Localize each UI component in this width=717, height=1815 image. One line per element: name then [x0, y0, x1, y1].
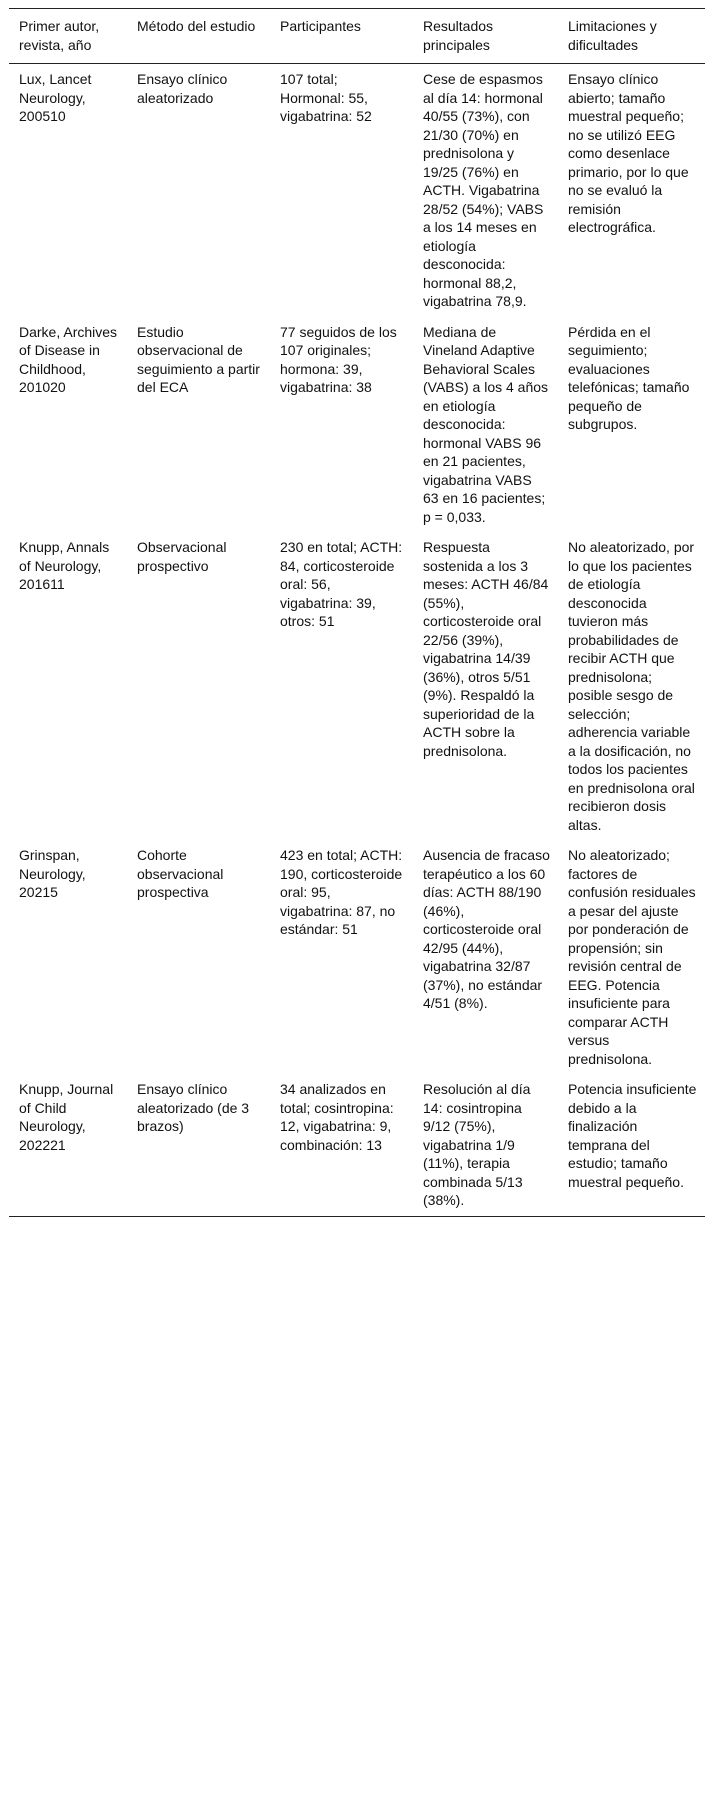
- cell-limitations: Potencia insuficiente debido a la finalización temprana del estudio; tamaño muestral pequeño.: [558, 1074, 705, 1216]
- cell-results: Respuesta sostenida a los 3 meses: ACTH 46/84 (55%), corticosteroide oral 22/56 (39%), vigabatrina 14/39 (36%), otros 5/51 (9%). Respaldó la superioridad de la ACTH sobre la prednisolona.: [423, 539, 549, 759]
- cell-method: Ensayo clínico aleatorizado: [137, 71, 228, 106]
- table-body: [9, 64, 705, 1217]
- table-row: [9, 840, 705, 1074]
- cell-method: Ensayo clínico aleatorizado (de 3 brazos): [127, 1074, 270, 1216]
- cell-participants: 34 analizados en total; cosintropina: 12, vigabatrina: 9, combinación: 13: [270, 1074, 413, 1216]
- header-row: [9, 9, 705, 64]
- header-method: Método del estudio: [127, 9, 270, 64]
- cell-participants: 107 total; Hormonal: 55, vigabatrina: 52: [280, 71, 372, 124]
- cell-limitations: Ensayo clínico abierto; tamaño muestral pequeño; no se utilizó EEG como desenlace primario, por lo que no se evaluó la remisión electrográfica.: [568, 71, 689, 235]
- cell-author: Knupp, Annals of Neurology, 201611: [19, 539, 110, 592]
- table-header: [9, 9, 705, 64]
- table-row: [9, 1074, 705, 1216]
- cell-limitations: Pérdida en el seguimiento; evaluaciones telefónicas; tamaño pequeño de subgrupos.: [568, 323, 690, 432]
- cell-author: Grinspan, Neurology, 20215: [19, 847, 86, 900]
- cell-participants: 230 en total; ACTH: 84, corticosteroide oral: 56, vigabatrina: 39, otros: 51: [280, 539, 403, 629]
- cell-limitations: No aleatorizado, por lo que los pacientes de etiología desconocida tuvieron más probabilidades de recibir ACTH que prednisolona; posible sesgo de selección; adherencia variable a la dosificación, no todos los pacientes en prednisolona oral recibieron dosis altas.: [568, 539, 695, 833]
- table-row: [9, 317, 705, 533]
- cell-results: Cese de espasmos al día 14: hormonal 40/55 (73%), con 21/30 (70%) en prednisolona y 19/25 (76%) en ACTH. Vigabatrina 28/52 (54%); VABS a los 14 meses en etiología desconocida: hormonal 88,2, vigabatrina 78,9.: [423, 71, 544, 309]
- header-results: Resultados principales: [413, 9, 558, 64]
- cell-participants: 77 seguidos de los 107 originales; hormona: 39, vigabatrina: 38: [280, 323, 397, 395]
- cell-author: Darke, Archives of Disease in Childhood, 201020: [19, 323, 118, 395]
- table-row: [9, 64, 705, 317]
- header-participants: Participantes: [270, 9, 413, 64]
- cell-method: Observacional prospectivo: [137, 539, 227, 574]
- header-limitations: Limitaciones y dificultades: [558, 9, 705, 64]
- cell-results: Resolución al día 14: cosintropina 9/12 (75%), vigabatrina 1/9 (11%), terapia combinada 5/13 (38%).: [413, 1074, 558, 1216]
- cell-limitations: No aleatorizado; factores de confusión residuales a pesar del ajuste por ponderación de propensión; sin revisión central de EEG. Potencia insuficiente para comparar ACTH versus prednisolona.: [568, 847, 696, 1067]
- cell-method: Estudio observacional de seguimiento a partir del ECA: [137, 323, 260, 395]
- table-row: [9, 532, 705, 840]
- cell-participants: 423 en total; ACTH: 190, corticosteroide oral: 95, vigabatrina: 87, no estándar: 51: [280, 847, 403, 937]
- cell-results: Ausencia de fracaso terapéutico a los 60 días: ACTH 88/190 (46%), corticosteroide oral 42/95 (44%), vigabatrina 32/87 (37%), no estándar 4/51 (8%).: [423, 847, 550, 1011]
- cell-method: Cohorte observacional prospectiva: [137, 847, 224, 900]
- cell-author: Knupp, Journal of Child Neurology, 202221: [9, 1074, 127, 1216]
- studies-table: [9, 8, 705, 1217]
- cell-results: Mediana de Vineland Adaptive Behavioral Scales (VABS) a los 4 años en etiología desconocida: hormonal VABS 96 en 21 pacientes, vigabatrina VABS 63 en 16 pacientes; p = 0,033.: [423, 323, 549, 525]
- cell-author: Lux, Lancet Neurology, 200510: [19, 71, 92, 124]
- header-author: Primer autor, revista, año: [9, 9, 127, 64]
